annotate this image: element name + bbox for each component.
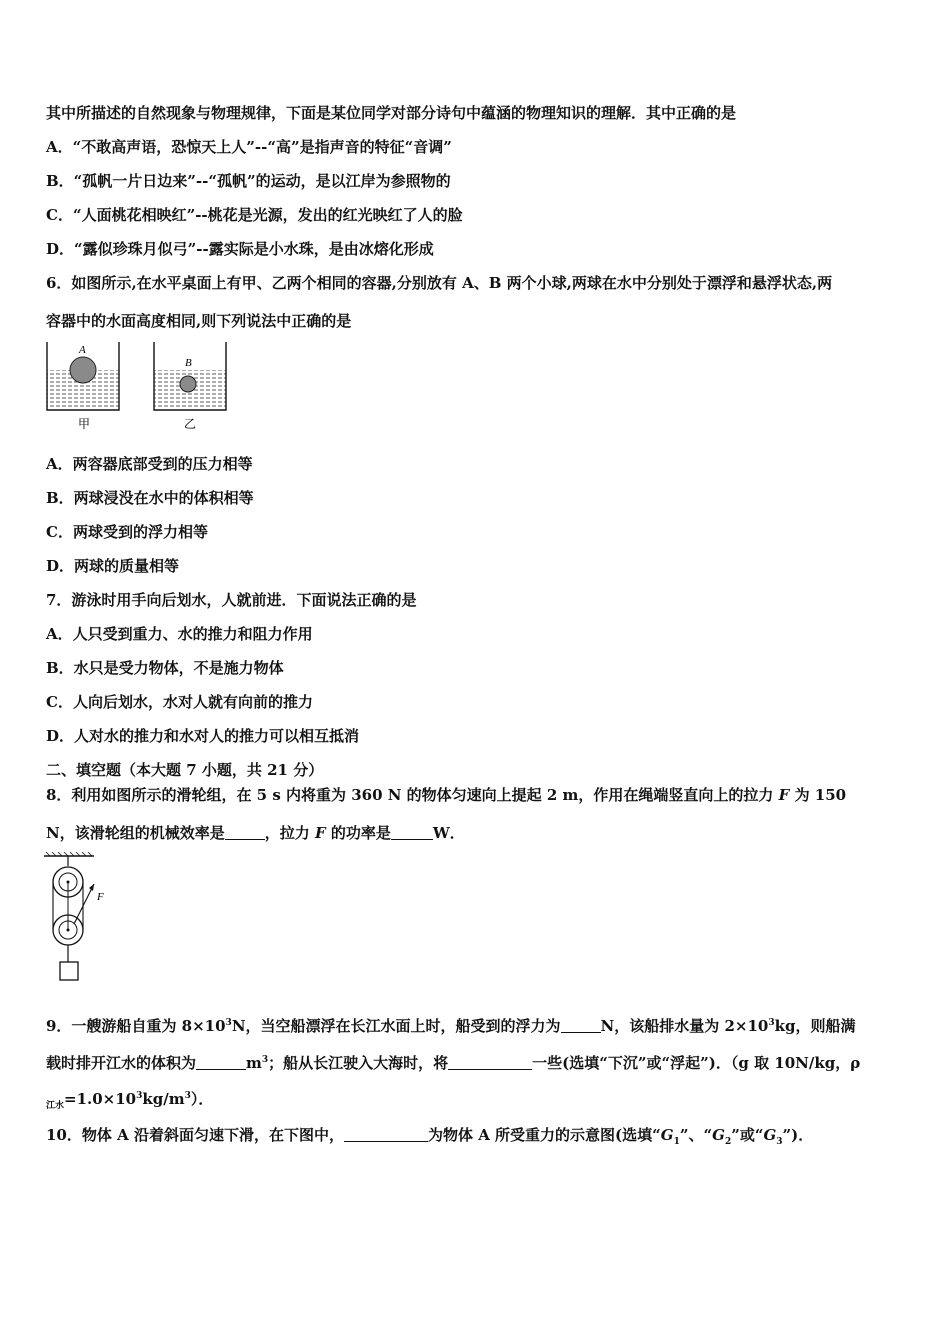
q10-text-b: 为物体 A 所受重力的示意图(选填“	[427, 1126, 661, 1144]
q9-exp2: 3	[768, 1018, 775, 1028]
q10-line	[46, 1124, 813, 1147]
ball-a-label: A	[79, 344, 86, 356]
q5-option-b: B．“孤帆一片日边来”--“孤帆”的运动，是以江岸为参照物的	[46, 172, 451, 190]
q5-option-a: A．“不敢高声语，恐惊天上人”--“高”是指声音的特征“音调”	[46, 138, 452, 156]
force-label: F	[97, 891, 104, 903]
q9-line2-d: 一些(选填“下沉”或“浮起”)．（g 取 10N/kg，ρ	[532, 1054, 861, 1072]
q9-line2-c: ；船从长江驶入大海时，将	[268, 1054, 449, 1072]
q7-option-a: A．人只受到重力、水的推力和阻力作用	[46, 625, 313, 643]
caption-yi: 乙	[184, 417, 197, 431]
q5-option-c: C．“人面桃花相映红”--桃花是光源，发出的红光映红了人的脸	[46, 206, 463, 224]
q9-line2-a: 载时排开江水的体积为	[46, 1054, 197, 1072]
q8-force-symbol-2: F	[314, 824, 326, 842]
q10-blank-gravity[interactable]	[344, 1127, 428, 1142]
q8-pulley-figure	[42, 852, 112, 986]
q9-line2-b: m	[246, 1054, 262, 1072]
container-jia	[47, 342, 119, 410]
q9-line1-c: N，该船排水量为 2×10	[600, 1017, 769, 1035]
ball-a	[70, 357, 96, 383]
q8-line2-text: N，该滑轮组的机械效率是	[46, 824, 225, 842]
q6-option-b: B．两球浸没在水中的体积相等	[46, 489, 254, 507]
q9-blank-sink-float[interactable]	[448, 1055, 532, 1070]
q9-blank-buoyancy[interactable]	[561, 1018, 601, 1033]
q10-sep1: ”、“	[679, 1126, 713, 1144]
q9-line2	[46, 1052, 860, 1073]
q9-line1-a: 9．一艘游船自重为 8×10	[46, 1017, 226, 1035]
q9-line3-b: kg/m	[142, 1090, 185, 1108]
q7-stem: 7．游泳时用手向后划水，人就前进．下面说法正确的是	[46, 591, 417, 609]
load-block	[60, 962, 78, 980]
q10-sep2: ”或“	[731, 1126, 764, 1144]
q9-blank-volume[interactable]	[196, 1055, 246, 1070]
q7-option-b: B．水只是受力物体，不是施力物体	[46, 659, 284, 677]
q9-exp4: 3	[136, 1091, 143, 1101]
q9-rho-subscript: 江水	[46, 1101, 65, 1111]
q5-option-d: D．“露似珍珠月似弓”--露实际是小水珠，是由冰熔化形成	[46, 240, 434, 258]
q9-exp1: 3	[225, 1018, 232, 1028]
q9-line3-c: ）．	[190, 1090, 214, 1108]
q8-line2	[46, 822, 465, 843]
q6-option-d: D．两球的质量相等	[46, 557, 180, 575]
ball-b-label: B	[185, 357, 192, 369]
q9-exp3: 3	[261, 1055, 269, 1065]
q9-line3-a: =1.0×10	[64, 1090, 137, 1108]
q10-end: ”)．	[782, 1126, 814, 1144]
q9-line1-d: kg，则船满	[774, 1017, 856, 1035]
q9-exp5: 3	[184, 1091, 191, 1101]
q6-stem-line2: 容器中的水面高度相同,则下列说法中正确的是	[46, 312, 352, 330]
q7-option-d: D．人对水的推力和水对人的推力可以相互抵消	[46, 727, 360, 745]
q6-option-a: A．两容器底部受到的压力相等	[46, 455, 253, 473]
q8-force-symbol: F	[778, 786, 790, 804]
section-title-fill-blank: 二、填空题（本大题 7 小题，共 21 分）	[46, 761, 324, 779]
ball-b	[180, 376, 196, 392]
container-yi	[154, 342, 226, 410]
q6-option-c: C．两球受到的浮力相等	[46, 523, 208, 541]
q9-line1-b: N，当空船漂浮在长江水面上时，船受到的浮力为	[231, 1017, 561, 1035]
q6-stem-line1: 6．如图所示,在水平桌面上有甲、乙两个相同的容器,分别放有 A、B 两个小球,两球在水中分别处于漂浮和悬浮状态,两	[46, 274, 833, 292]
q10-g1: G	[660, 1126, 674, 1144]
q8-blank-power[interactable]	[391, 825, 433, 840]
caption-jia: 甲	[78, 417, 91, 431]
q8-line2-mid2: 的功率是	[330, 824, 391, 842]
q10-g3: G	[763, 1126, 777, 1144]
q5-stem: 其中所描述的自然现象与物理规律，下面是某位同学对部分诗句中蕴涵的物理知识的理解．其中正确的是	[46, 104, 737, 122]
q10-g3-sub: 3	[776, 1137, 783, 1147]
q8-line2-mid: ，拉力	[264, 824, 310, 842]
q8-line2-unit: W．	[432, 824, 465, 842]
q8-line1	[46, 784, 846, 805]
q8-blank-efficiency[interactable]	[225, 825, 265, 840]
q9-line3	[46, 1088, 213, 1111]
q10-g2-sub: 2	[724, 1137, 732, 1147]
q10-g2: G	[712, 1126, 725, 1144]
q10-g1-sub: 1	[673, 1137, 680, 1147]
q8-line1-text: 8．利用如图所示的滑轮组，在 5 s 内将重为 360 N 的物体匀速向上提起 2 m，作用在绳端竖直向上的拉力	[46, 786, 774, 804]
q7-option-c: C．人向后划水，水对人就有向前的推力	[46, 693, 313, 711]
q9-line1	[46, 1015, 856, 1036]
q10-text-a: 10．物体 A 沿着斜面匀速下滑，在下图中，	[46, 1126, 344, 1144]
q6-containers-figure	[44, 340, 230, 435]
q8-line1-end: 为 150	[794, 786, 847, 804]
